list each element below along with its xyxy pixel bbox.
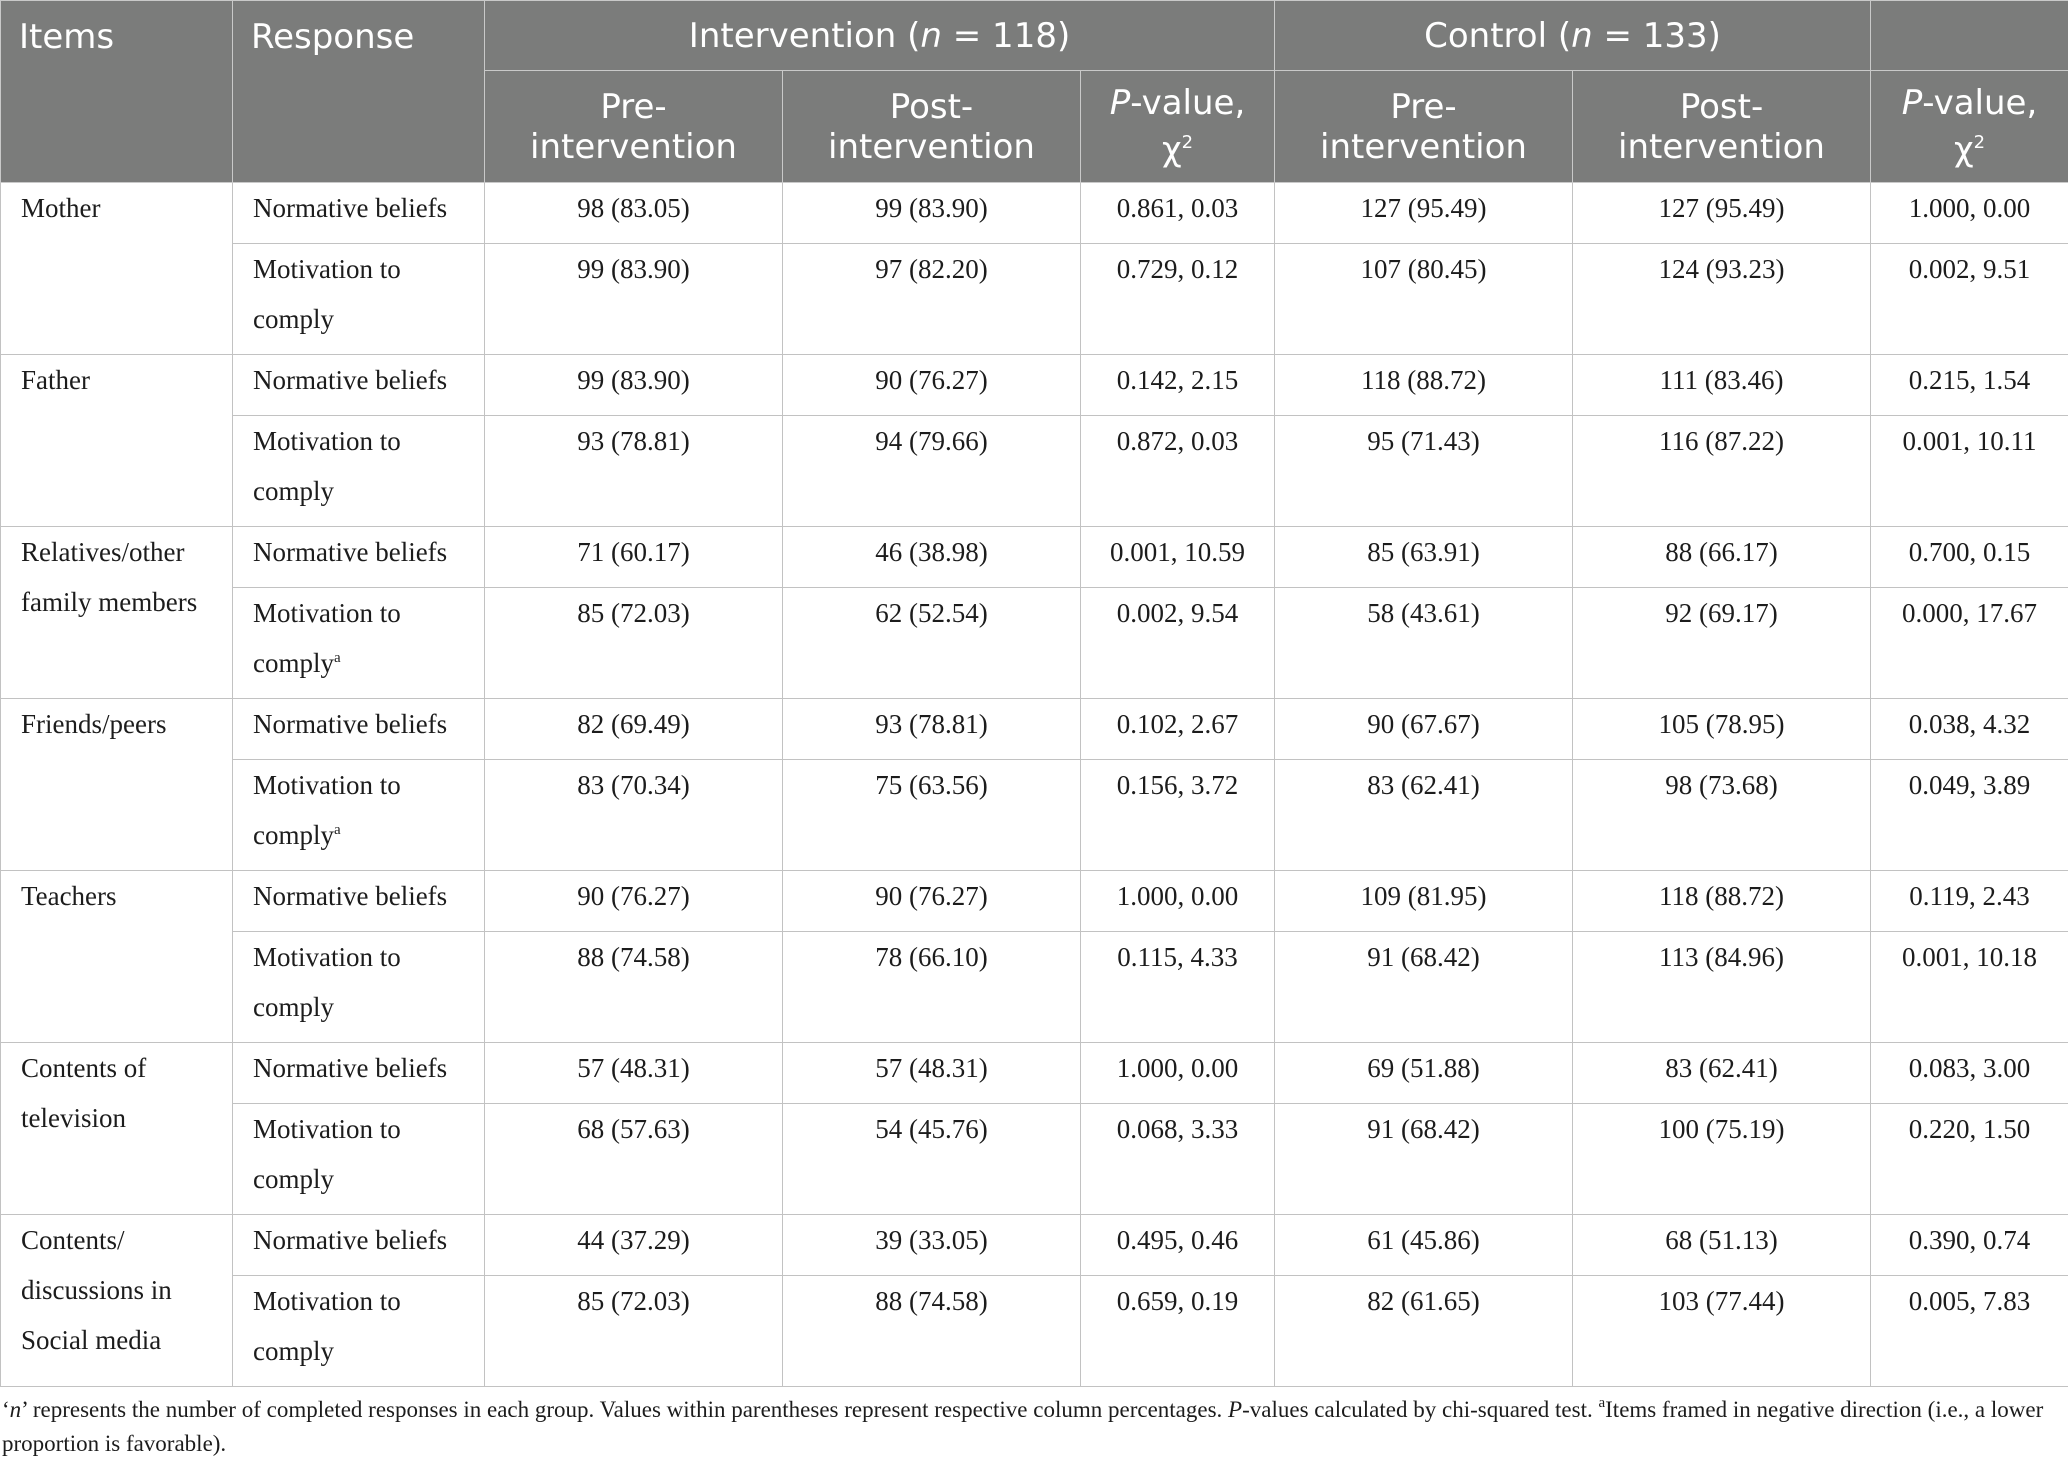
value-cell-ctl-pre: 82 (61.65) xyxy=(1275,1276,1573,1387)
response-cell xyxy=(233,355,485,416)
value-cell-int-post: 62 (52.54) xyxy=(783,588,1081,699)
table-row xyxy=(1,244,2068,355)
value-cell-int-post: 78 (66.10) xyxy=(783,932,1081,1043)
value-cell-int-pre: 68 (57.63) xyxy=(485,1104,783,1215)
response-cell xyxy=(233,527,485,588)
footnote-marker: a xyxy=(334,822,341,838)
value-cell-ctl-p: 0.390, 0.74 xyxy=(1871,1215,2068,1276)
value-cell-ctl-post: 124 (93.23) xyxy=(1573,244,1871,355)
value-cell-ctl-p: 0.049, 3.89 xyxy=(1871,760,2068,871)
table-row xyxy=(1,1043,2068,1104)
value-cell-int-p: 0.156, 3.72 xyxy=(1081,760,1275,871)
value-cell-int-post: 97 (82.20) xyxy=(783,244,1081,355)
header-ctl-pvalue: P-value, $\chi^2$ xyxy=(1871,71,2068,183)
value-cell-ctl-p: 0.215, 1.54 xyxy=(1871,355,2068,416)
response-cell xyxy=(233,1215,485,1276)
value-cell-ctl-p: 0.119, 2.43 xyxy=(1871,871,2068,932)
value-cell-ctl-pre: 107 (80.45) xyxy=(1275,244,1573,355)
response-label: Motivation to comply xyxy=(253,770,401,850)
value-cell-ctl-p: 0.220, 1.50 xyxy=(1871,1104,2068,1215)
header-int-post: Post- intervention xyxy=(783,71,1081,183)
value-cell-ctl-p: 0.002, 9.51 xyxy=(1871,244,2068,355)
value-cell-ctl-pre: 85 (63.91) xyxy=(1275,527,1573,588)
table-body xyxy=(1,183,2068,1387)
value-cell-int-p: 0.142, 2.15 xyxy=(1081,355,1275,416)
response-cell xyxy=(233,1276,485,1387)
value-cell-int-pre: 71 (60.17) xyxy=(485,527,783,588)
value-cell-int-post: 94 (79.66) xyxy=(783,416,1081,527)
value-cell-int-p: 0.068, 3.33 xyxy=(1081,1104,1275,1215)
header-control-group: Control (n = 133) xyxy=(1275,1,1871,71)
item-cell: Relatives/other family members xyxy=(1,527,233,699)
value-cell-int-p: 1.000, 0.00 xyxy=(1081,1043,1275,1104)
value-cell-int-pre: 44 (37.29) xyxy=(485,1215,783,1276)
value-cell-ctl-pre: 61 (45.86) xyxy=(1275,1215,1573,1276)
table-row xyxy=(1,416,2068,527)
response-cell xyxy=(233,588,485,699)
response-cell xyxy=(233,871,485,932)
value-cell-ctl-pre: 58 (43.61) xyxy=(1275,588,1573,699)
value-cell-ctl-p: 0.700, 0.15 xyxy=(1871,527,2068,588)
table-row xyxy=(1,760,2068,871)
header-intervention-group: Intervention (n = 118) xyxy=(485,1,1275,71)
response-cell xyxy=(233,699,485,760)
value-cell-int-pre: 98 (83.05) xyxy=(485,183,783,244)
response-cell xyxy=(233,244,485,355)
table-footnote: ‘n’ represents the number of completed responses in each group. Values within parentheses represent respective column percentages. P-values calculated by chi-squared test. $^a$Items framed in negative direction (i.e., a lower proportion is favorable). xyxy=(2,1395,2044,1456)
value-cell-ctl-post: 88 (66.17) xyxy=(1573,527,1871,588)
value-cell-ctl-p: 1.000, 0.00 xyxy=(1871,183,2068,244)
value-cell-int-pre: 90 (76.27) xyxy=(485,871,783,932)
value-cell-ctl-post: 83 (62.41) xyxy=(1573,1043,1871,1104)
response-label: Motivation to comply xyxy=(253,942,401,1022)
header-int-pvalue: P-value, $\chi^2$ xyxy=(1081,71,1275,183)
value-cell-ctl-p: 0.001, 10.11 xyxy=(1871,416,2068,527)
response-label: Normative beliefs xyxy=(253,1225,448,1255)
value-cell-ctl-pre: 83 (62.41) xyxy=(1275,760,1573,871)
value-cell-ctl-p: 0.038, 4.32 xyxy=(1871,699,2068,760)
value-cell-ctl-p: 0.083, 3.00 xyxy=(1871,1043,2068,1104)
value-cell-ctl-post: 118 (88.72) xyxy=(1573,871,1871,932)
value-cell-ctl-post: 113 (84.96) xyxy=(1573,932,1871,1043)
value-cell-ctl-post: 111 (83.46) xyxy=(1573,355,1871,416)
value-cell-int-pre: 99 (83.90) xyxy=(485,244,783,355)
value-cell-ctl-p: 0.001, 10.18 xyxy=(1871,932,2068,1043)
value-cell-int-post: 57 (48.31) xyxy=(783,1043,1081,1104)
value-cell-ctl-post: 116 (87.22) xyxy=(1573,416,1871,527)
value-cell-int-post: 99 (83.90) xyxy=(783,183,1081,244)
value-cell-ctl-post: 68 (51.13) xyxy=(1573,1215,1871,1276)
value-cell-int-p: 0.002, 9.54 xyxy=(1081,588,1275,699)
response-cell xyxy=(233,416,485,527)
footnote-marker: a xyxy=(334,650,341,666)
value-cell-ctl-post: 100 (75.19) xyxy=(1573,1104,1871,1215)
value-cell-ctl-pre: 69 (51.88) xyxy=(1275,1043,1573,1104)
table-row xyxy=(1,183,2068,244)
value-cell-int-post: 90 (76.27) xyxy=(783,355,1081,416)
value-cell-int-post: 75 (63.56) xyxy=(783,760,1081,871)
value-cell-int-p: 0.659, 0.19 xyxy=(1081,1276,1275,1387)
item-cell: Contents of television xyxy=(1,1043,233,1215)
header-int-pre: Pre- intervention xyxy=(485,71,783,183)
value-cell-ctl-pre: 91 (68.42) xyxy=(1275,1104,1573,1215)
value-cell-ctl-post: 105 (78.95) xyxy=(1573,699,1871,760)
response-label: Motivation to comply xyxy=(253,1114,401,1194)
response-label: Motivation to comply xyxy=(253,598,401,678)
value-cell-ctl-pre: 90 (67.67) xyxy=(1275,699,1573,760)
table-header xyxy=(1,1,2068,183)
value-cell-int-post: 54 (45.76) xyxy=(783,1104,1081,1215)
value-cell-ctl-p: 0.005, 7.83 xyxy=(1871,1276,2068,1387)
value-cell-ctl-post: 98 (73.68) xyxy=(1573,760,1871,871)
value-cell-int-p: 1.000, 0.00 xyxy=(1081,871,1275,932)
table-row xyxy=(1,1276,2068,1387)
response-cell xyxy=(233,183,485,244)
item-cell: Mother xyxy=(1,183,233,355)
value-cell-int-pre: 82 (69.49) xyxy=(485,699,783,760)
value-cell-int-pre: 88 (74.58) xyxy=(485,932,783,1043)
table-row xyxy=(1,1215,2068,1276)
value-cell-ctl-pre: 91 (68.42) xyxy=(1275,932,1573,1043)
value-cell-int-p: 0.115, 4.33 xyxy=(1081,932,1275,1043)
value-cell-int-p: 0.102, 2.67 xyxy=(1081,699,1275,760)
value-cell-ctl-pre: 109 (81.95) xyxy=(1275,871,1573,932)
value-cell-ctl-p: 0.000, 17.67 xyxy=(1871,588,2068,699)
value-cell-ctl-post: 92 (69.17) xyxy=(1573,588,1871,699)
value-cell-int-p: 0.861, 0.03 xyxy=(1081,183,1275,244)
response-label: Normative beliefs xyxy=(253,709,448,739)
response-label: Normative beliefs xyxy=(253,1053,448,1083)
value-cell-int-pre: 99 (83.90) xyxy=(485,355,783,416)
response-cell xyxy=(233,1104,485,1215)
table-row xyxy=(1,1104,2068,1215)
value-cell-int-pre: 83 (70.34) xyxy=(485,760,783,871)
value-cell-int-p: 0.872, 0.03 xyxy=(1081,416,1275,527)
header-items: Items xyxy=(1,1,233,183)
value-cell-ctl-pre: 127 (95.49) xyxy=(1275,183,1573,244)
header-empty-cell xyxy=(1871,1,2068,71)
table-row xyxy=(1,932,2068,1043)
response-label: Normative beliefs xyxy=(253,881,448,911)
header-response: Response xyxy=(233,1,485,183)
value-cell-int-post: 46 (38.98) xyxy=(783,527,1081,588)
value-cell-int-pre: 85 (72.03) xyxy=(485,1276,783,1387)
value-cell-ctl-pre: 118 (88.72) xyxy=(1275,355,1573,416)
table-row xyxy=(1,871,2068,932)
value-cell-ctl-post: 127 (95.49) xyxy=(1573,183,1871,244)
value-cell-int-post: 90 (76.27) xyxy=(783,871,1081,932)
value-cell-int-post: 88 (74.58) xyxy=(783,1276,1081,1387)
response-label: Normative beliefs xyxy=(253,365,448,395)
item-cell: Friends/peers xyxy=(1,699,233,871)
response-label: Motivation to comply xyxy=(253,254,401,334)
value-cell-int-pre: 85 (72.03) xyxy=(485,588,783,699)
item-cell: Teachers xyxy=(1,871,233,1043)
header-ctl-pre: Pre- intervention xyxy=(1275,71,1573,183)
response-cell xyxy=(233,760,485,871)
table-row xyxy=(1,355,2068,416)
response-cell xyxy=(233,1043,485,1104)
response-label: Normative beliefs xyxy=(253,537,448,567)
table-row xyxy=(1,588,2068,699)
value-cell-ctl-post: 103 (77.44) xyxy=(1573,1276,1871,1387)
header-ctl-post: Post- intervention xyxy=(1573,71,1871,183)
value-cell-ctl-pre: 95 (71.43) xyxy=(1275,416,1573,527)
response-cell xyxy=(233,932,485,1043)
item-cell: Father xyxy=(1,355,233,527)
response-label: Motivation to comply xyxy=(253,426,401,506)
value-cell-int-p: 0.729, 0.12 xyxy=(1081,244,1275,355)
response-label: Motivation to comply xyxy=(253,1286,401,1366)
response-label: Normative beliefs xyxy=(253,193,448,223)
table-row xyxy=(1,699,2068,760)
value-cell-int-p: 0.001, 10.59 xyxy=(1081,527,1275,588)
value-cell-int-pre: 93 (78.81) xyxy=(485,416,783,527)
value-cell-int-post: 39 (33.05) xyxy=(783,1215,1081,1276)
value-cell-int-post: 93 (78.81) xyxy=(783,699,1081,760)
table-row xyxy=(1,527,2068,588)
item-cell: Contents/ discussions in Social media xyxy=(1,1215,233,1387)
value-cell-int-p: 0.495, 0.46 xyxy=(1081,1215,1275,1276)
value-cell-int-pre: 57 (48.31) xyxy=(485,1043,783,1104)
